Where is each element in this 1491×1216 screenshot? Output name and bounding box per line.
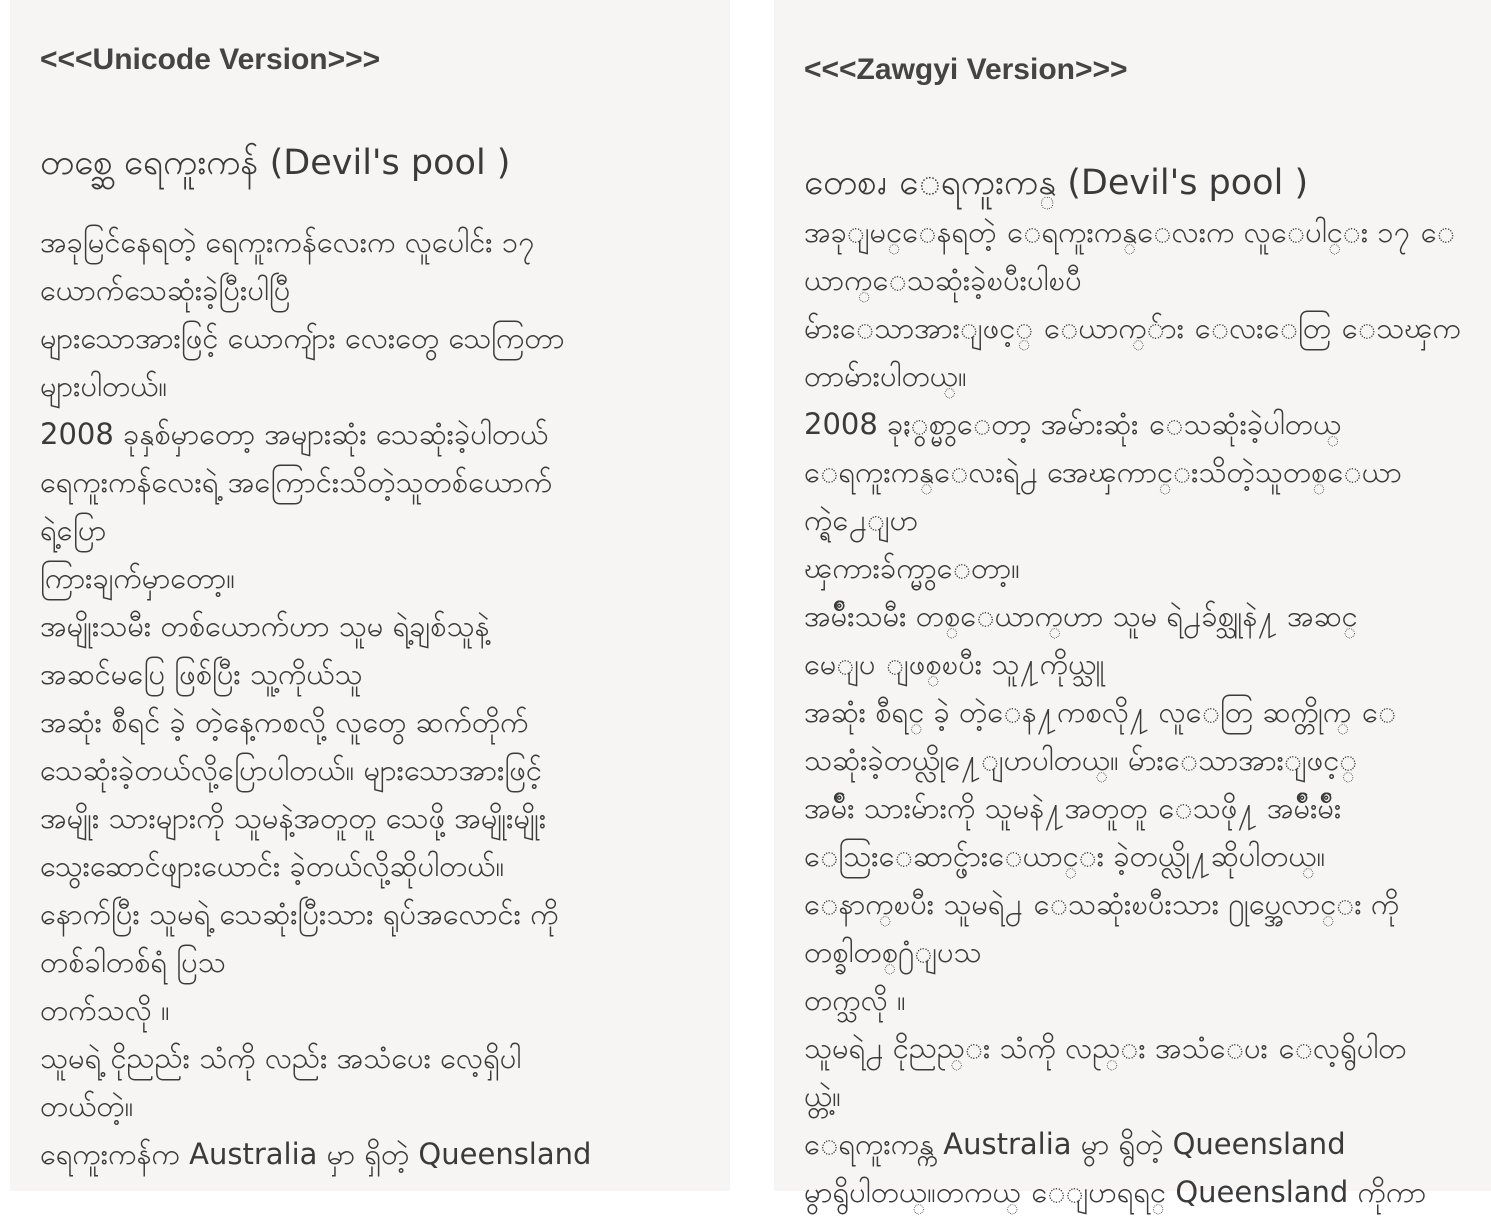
zawgyi-version-label: <<<Zawgyi Version>>>: [804, 53, 1128, 86]
zawgyi-body-line: မေျပ ျဖစ္ၿပီး သူ႔ကိုယ္သူ: [804, 647, 1105, 681]
unicode-body-line: တစ်ခါတစ်ရံ ပြသ: [40, 945, 226, 979]
zawgyi-body-line: မွာရွိပါတယ္။တကယ္ ေျပာရရင္ Queensland ကိုကာ: [804, 1175, 1427, 1209]
unicode-body-line: များပါတယ်။: [40, 369, 168, 403]
zawgyi-body-line: အခုျမင္ေနရတဲ့ ေရကူးကန္ေလးက လူေပါင္း ၁၇ ေ: [804, 215, 1456, 249]
zawgyi-body-line: အမ်ိဳးသမီး တစ္ေယာက္ဟာ သူမ ရဲ႕ခ်စ္သူနဲ႔ အဆင္: [804, 599, 1358, 633]
unicode-body: [40, 218, 706, 1178]
zawgyi-body-line: ယ္တဲ့။: [804, 1079, 841, 1113]
zawgyi-body-line: ၾကားခ်က္မွာေတာ့။: [804, 551, 1020, 585]
zawgyi-body-line: သူမရဲ႕ ငိုညည္း သံကို လည္း အသံေပး ေလ့ရွိပါတ: [804, 1031, 1407, 1065]
unicode-body-line: သွေးဆောင်ဖျားယောင်း ခဲ့တယ်လို့ဆိုပါတယ်။: [40, 849, 505, 883]
zawgyi-panel: [774, 0, 1491, 1209]
unicode-body-line: အဆုံး စီရင် ခဲ့ တဲ့နေ့ကစလို့ လူတွေ ဆက်တိုက်: [40, 705, 529, 739]
zawgyi-body-line: 2008 ခုႏွစ္မွာေတာ့ အမ်ားဆုံး ေသဆုံးခဲ့ပါတယ္: [804, 407, 1342, 441]
unicode-body-line: တက်သလို ။: [40, 993, 170, 1027]
zawgyi-body-line: ေရကူးကန္ေလးရဲ႕ အေၾကာင္းသိတဲ့သူတစ္ေယာ: [804, 455, 1402, 489]
unicode-panel: [10, 0, 730, 1191]
unicode-body-line: အဆင်မပြေ ဖြစ်ပြီး သူ့ကိုယ်သူ: [40, 657, 363, 691]
unicode-body-line: နောက်ပြီး သူမရဲ့ သေဆုံးပြီးသား ရုပ်အလောင်း ကို: [40, 897, 559, 931]
unicode-body-line: 2008 ခုနှစ်မှာတော့ အများဆုံး သေဆုံးခဲ့ပါတယ်: [40, 417, 549, 451]
unicode-body-line: သူမရဲ့ ငိုညည်း သံကို လည်း အသံပေး လေ့ရှိပါ: [40, 1041, 522, 1075]
unicode-body-line: များသောအားဖြင့် ယောကျ်ား လေးတွေ သေကြတာ: [40, 321, 565, 355]
unicode-body-line: သေဆုံးခဲ့တယ်လို့ပြောပါတယ်။ များသောအားဖြင့်: [40, 753, 542, 787]
unicode-body-line: အမျိုးသမီး တစ်ယောက်ဟာ သူမ ရဲ့ချစ်သူနဲ့: [40, 609, 490, 643]
unicode-body-line: ရဲ့ပြော: [40, 513, 107, 547]
zawgyi-body-line: တက္သလို ။: [804, 983, 906, 1017]
unicode-body-line: ယောက်သေဆုံးခဲ့ပြီးပါပြီ: [40, 273, 291, 307]
zawgyi-body-line: အမ်ိဳး သားမ်ားကို သူမနဲ႔အတူတူ ေသဖို႔ အမ်ိဳးမ်ိဳး: [804, 791, 1342, 825]
zawgyi-body-line: သဆုံးခဲ့တယ္လို႔ေျပာပါတယ္။ မ်ားေသာအားျဖင့္: [804, 743, 1358, 777]
zawgyi-body-line: ေရကူးကန္က Australia မွာ ရွိတဲ့ Queensland: [804, 1127, 1346, 1161]
unicode-body-line: တယ်တဲ့။: [40, 1089, 134, 1123]
unicode-body-line: ရေကူးကန်က Australia မှာ ရှိတဲ့ Queensland: [40, 1137, 592, 1171]
unicode-body-line: အမျိုး သားများကို သူမနဲ့အတူတူ သေဖို့ အမျိုးမျိုး: [40, 801, 547, 835]
zawgyi-body-line: တာမ်ားပါတယ္။: [804, 359, 967, 393]
zawgyi-body-line: ေသြးေဆာင္ဖ်ားေယာင္း ခဲ့တယ္လို႔ဆိုပါတယ္။: [804, 839, 1326, 873]
unicode-body-line: ရေကူးကန်လေးရဲ့ အကြောင်းသိတဲ့သူတစ်ယောက်: [40, 465, 553, 499]
zawgyi-body-line: တစ္ခါတစ္႐ံျပသ: [804, 935, 982, 969]
unicode-version-label: <<<Unicode Version>>>: [40, 43, 381, 76]
zawgyi-article-title: တေစၧ ေရကူးကန္ (Devil's pool ): [804, 163, 1309, 203]
zawgyi-body-line: မ်ားေသာအားျဖင့္ ေယာက္်ား ေလးေတြ ေသၾက: [804, 311, 1461, 345]
unicode-body-line: အခုမြင်နေရတဲ့ ရေကူးကန်လေးက လူပေါင်း ၁၇: [40, 225, 535, 259]
zawgyi-body-line: ေနာက္ၿပီး သူမရဲ႕ ေသဆုံးၿပီးသား ႐ုပ္အေလာင္း ကို: [804, 887, 1400, 921]
zawgyi-body-line: က္ရဲ႕ေျပာ: [804, 503, 919, 537]
unicode-article-title: တစ္ဆေ ရေကူးကန် (Devil's pool ): [40, 143, 511, 183]
unicode-body-line: ကြားချက်မှာတော့။: [40, 561, 235, 595]
zawgyi-body-line: ယာက္ေသဆုံးခဲ့ၿပီးပါၿပီ: [804, 263, 1082, 297]
zawgyi-body: [804, 208, 1481, 1216]
zawgyi-body-line: အဆုံး စီရင္ ခဲ့ တဲ့ေန႔ကစလို႔ လူေတြ ဆက္တိုက္ ေ: [804, 695, 1397, 729]
